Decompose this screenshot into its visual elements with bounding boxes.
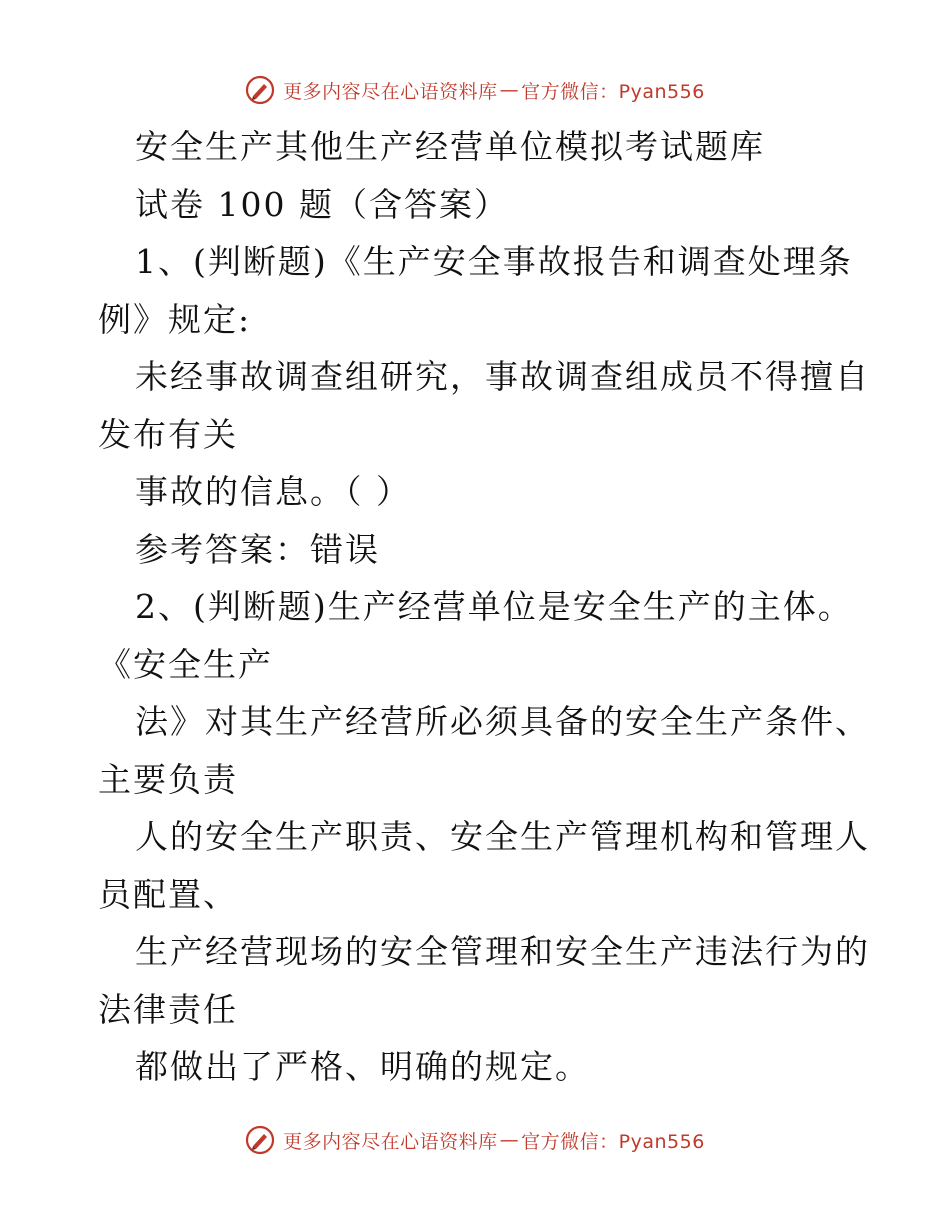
text-line: 都做出了严格、明确的规定。 — [135, 1047, 590, 1086]
text-line: 2、(判断题)生产经营单位是安全生产的主体。 — [135, 587, 853, 626]
text-line: 1、(判断题)《生产安全事故报告和调查处理条 — [135, 242, 853, 281]
watermark-wechat: 官方微信：Pyan556 — [521, 1130, 705, 1153]
text-line: 法》对其生产经营所必须具备的安全生产条件、 — [135, 702, 870, 741]
text-line: 主要负责 — [98, 759, 238, 799]
watermark-wechat: 官方微信：Pyan556 — [521, 80, 705, 103]
text-line: 参考答案：错误 — [135, 529, 380, 569]
text-line: 试卷 100 题（含答案） — [135, 184, 509, 224]
text-line: 生产经营现场的安全管理和安全生产违法行为的 — [135, 932, 870, 971]
text-line: 员配置、 — [98, 874, 238, 914]
text-line: 安全生产其他生产经营单位模拟考试题库 — [135, 127, 765, 166]
pen-logo-icon — [245, 1125, 275, 1155]
watermark-text: 更多内容尽在心语资料库 — [283, 80, 498, 103]
text-line: 事故的信息。（ ） — [135, 472, 411, 511]
document-body — [98, 118, 868, 1096]
watermark-separator: — — [499, 79, 520, 101]
text-line: 例》规定: — [98, 299, 252, 339]
text-line: 未经事故调查组研究，事故调查组成员不得擅自 — [135, 357, 870, 396]
pen-logo-icon — [245, 75, 275, 105]
text-line: 法律责任 — [98, 989, 238, 1029]
watermark-separator: — — [499, 1129, 520, 1151]
text-line: 发布有关 — [98, 414, 238, 454]
header-watermark — [0, 72, 950, 108]
footer-watermark — [0, 1122, 950, 1158]
text-line: 《安全生产 — [98, 644, 273, 684]
watermark-text: 更多内容尽在心语资料库 — [283, 1130, 498, 1153]
text-line: 人的安全生产职责、安全生产管理机构和管理人 — [135, 817, 870, 856]
